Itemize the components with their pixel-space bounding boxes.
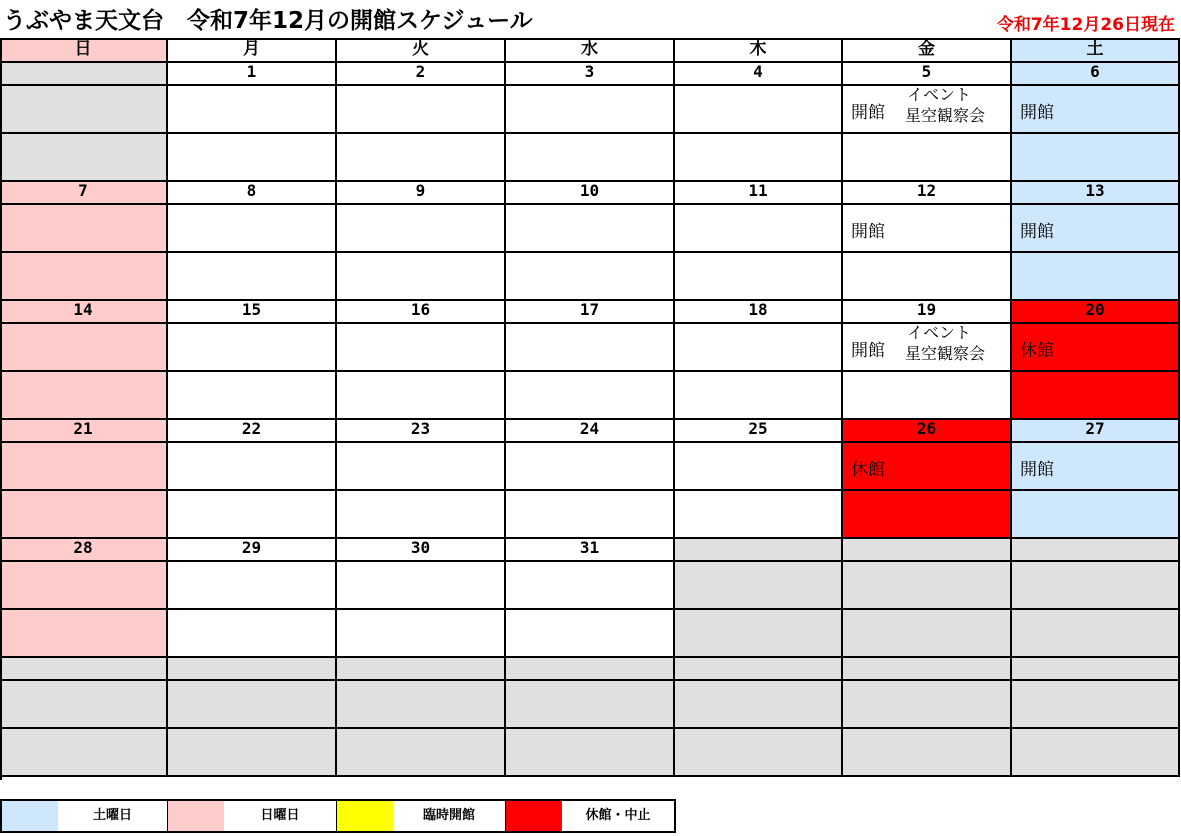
day-cell-week5-wed-row2	[506, 610, 675, 658]
day-cell-week1-sat-row2	[1012, 134, 1180, 182]
day-cell-week2-fri-row2	[843, 253, 1012, 301]
day-cell-week6-sun-row2	[0, 729, 168, 777]
day-cell-week6-fri-row1	[843, 681, 1012, 729]
date-number	[675, 658, 843, 681]
day-cell-week4-sat-row2	[1012, 491, 1180, 539]
event-line: イベント	[907, 85, 972, 104]
day-cell-week5-sun-row2	[0, 610, 168, 658]
day-cell-week1-sat-row1	[1012, 86, 1180, 134]
day-cell-week1-tue-row1	[337, 86, 506, 134]
event-line: 星空観察会	[905, 344, 986, 363]
date-number	[843, 658, 1012, 681]
day-cell-week3-tue-row1	[337, 324, 506, 372]
day-cell-week3-wed-row2	[506, 372, 675, 420]
day-cell-week2-sun-row1	[0, 205, 168, 253]
day-cell-week2-sun-row2	[0, 253, 168, 301]
date-number: 30	[337, 539, 506, 562]
status-label: 開館	[1020, 222, 1054, 242]
date-number: 21	[0, 420, 168, 443]
date-number	[168, 658, 337, 681]
day-cell-week4-fri-row1	[843, 443, 1012, 491]
event-line: 星空観察会	[905, 106, 986, 125]
day-cell-week1-wed-row1	[506, 86, 675, 134]
day-cell-week3-mon-row2	[168, 372, 337, 420]
date-number: 6	[1012, 63, 1180, 86]
day-cell-week1-sun-row2	[0, 134, 168, 182]
event-line: イベント	[907, 323, 972, 342]
day-cell-week2-sat-row2	[1012, 253, 1180, 301]
day-cell-week2-wed-row2	[506, 253, 675, 301]
day-cell-week1-fri-row2	[843, 134, 1012, 182]
day-cell-week4-thu-row1	[675, 443, 843, 491]
date-number: 3	[506, 63, 675, 86]
day-cell-week6-fri-row2	[843, 729, 1012, 777]
day-cell-week3-sun-row1	[0, 324, 168, 372]
day-cell-week5-fri-row2	[843, 610, 1012, 658]
date-number: 23	[337, 420, 506, 443]
legend-swatch	[168, 801, 224, 831]
day-cell-week4-sun-row1	[0, 443, 168, 491]
date-number: 22	[168, 420, 337, 443]
date-number	[843, 539, 1012, 562]
day-cell-week5-sun-row1	[0, 562, 168, 610]
day-cell-week4-mon-row2	[168, 491, 337, 539]
date-number: 9	[337, 182, 506, 205]
day-cell-week3-sat-row1	[1012, 324, 1180, 372]
day-cell-week3-fri-row2	[843, 372, 1012, 420]
day-cell-week4-sat-row1	[1012, 443, 1180, 491]
day-cell-week2-tue-row1	[337, 205, 506, 253]
status-label: 休館	[851, 460, 885, 480]
day-cell-week4-fri-row2	[843, 491, 1012, 539]
date-number	[0, 658, 168, 681]
weekday-header-thu: 木	[675, 38, 843, 63]
day-cell-week5-sat-row2	[1012, 610, 1180, 658]
day-cell-week5-thu-row2	[675, 610, 843, 658]
date-number: 4	[675, 63, 843, 86]
day-cell-week2-wed-row1	[506, 205, 675, 253]
day-cell-week5-tue-row1	[337, 562, 506, 610]
day-cell-week3-mon-row1	[168, 324, 337, 372]
date-number: 8	[168, 182, 337, 205]
day-cell-week1-sun-row1	[0, 86, 168, 134]
day-cell-week4-tue-row1	[337, 443, 506, 491]
date-number: 7	[0, 182, 168, 205]
day-cell-week2-thu-row2	[675, 253, 843, 301]
date-number: 15	[168, 301, 337, 324]
day-cell-week2-fri-row1	[843, 205, 1012, 253]
day-cell-week2-mon-row2	[168, 253, 337, 301]
date-number: 24	[506, 420, 675, 443]
day-cell-week6-thu-row2	[675, 729, 843, 777]
day-cell-week6-tue-row1	[337, 681, 506, 729]
date-number: 14	[0, 301, 168, 324]
day-cell-week1-thu-row1	[675, 86, 843, 134]
day-cell-week5-wed-row1	[506, 562, 675, 610]
date-number: 17	[506, 301, 675, 324]
schedule-calendar	[0, 38, 1181, 780]
date-number: 26	[843, 420, 1012, 443]
day-cell-week6-mon-row2	[168, 729, 337, 777]
status-label: 開館	[1020, 460, 1054, 480]
date-number: 1	[168, 63, 337, 86]
day-cell-week4-wed-row1	[506, 443, 675, 491]
date-number	[0, 63, 168, 86]
date-number: 31	[506, 539, 675, 562]
page-title: うぶやま天文台 令和7年12月の開館スケジュール	[3, 8, 533, 34]
day-cell-week1-mon-row1	[168, 86, 337, 134]
status-label: 休館	[1020, 341, 1054, 361]
date-number: 13	[1012, 182, 1180, 205]
event-label	[905, 322, 985, 364]
status-label: 開館	[851, 103, 885, 123]
legend-swatch	[2, 801, 58, 831]
date-number: 19	[843, 301, 1012, 324]
day-cell-week4-thu-row2	[675, 491, 843, 539]
weekday-header-sat: 土	[1012, 38, 1180, 63]
day-cell-week1-tue-row2	[337, 134, 506, 182]
day-cell-week2-tue-row2	[337, 253, 506, 301]
day-cell-week6-wed-row1	[506, 681, 675, 729]
event-label	[905, 84, 985, 126]
day-cell-week5-mon-row1	[168, 562, 337, 610]
day-cell-week4-sun-row2	[0, 491, 168, 539]
day-cell-week6-sun-row1	[0, 681, 168, 729]
status-label: 開館	[851, 222, 885, 242]
date-number: 5	[843, 63, 1012, 86]
date-number: 12	[843, 182, 1012, 205]
day-cell-week6-thu-row1	[675, 681, 843, 729]
date-number: 29	[168, 539, 337, 562]
day-cell-week3-thu-row1	[675, 324, 843, 372]
day-cell-week2-thu-row1	[675, 205, 843, 253]
day-cell-week6-sat-row2	[1012, 729, 1180, 777]
date-number: 10	[506, 182, 675, 205]
legend-item	[168, 799, 338, 833]
day-cell-week3-sun-row2	[0, 372, 168, 420]
as-of-date: 令和7年12月26日現在	[996, 15, 1175, 35]
legend-label: 休館・中止	[585, 808, 651, 823]
weekday-header-wed: 水	[506, 38, 675, 63]
day-cell-week4-tue-row2	[337, 491, 506, 539]
date-number: 16	[337, 301, 506, 324]
weekday-header-mon: 月	[168, 38, 337, 63]
day-cell-week3-fri-row1	[843, 324, 1012, 372]
date-number: 27	[1012, 420, 1180, 443]
day-cell-week3-thu-row2	[675, 372, 843, 420]
legend-item	[337, 799, 507, 833]
day-cell-week1-mon-row2	[168, 134, 337, 182]
day-cell-week6-tue-row2	[337, 729, 506, 777]
date-number	[675, 539, 843, 562]
legend-swatch	[337, 801, 393, 831]
legend-item	[0, 799, 169, 833]
weekday-header-tue: 火	[337, 38, 506, 63]
date-number: 20	[1012, 301, 1180, 324]
day-cell-week5-fri-row1	[843, 562, 1012, 610]
legend-label: 日曜日	[260, 808, 300, 823]
day-cell-week4-mon-row1	[168, 443, 337, 491]
date-number	[1012, 539, 1180, 562]
day-cell-week5-tue-row2	[337, 610, 506, 658]
date-number	[337, 658, 506, 681]
day-cell-week5-thu-row1	[675, 562, 843, 610]
day-cell-week2-mon-row1	[168, 205, 337, 253]
date-number: 25	[675, 420, 843, 443]
weekday-header-sun: 日	[0, 38, 168, 63]
day-cell-week4-wed-row2	[506, 491, 675, 539]
legend-item	[506, 799, 676, 833]
date-number	[506, 658, 675, 681]
date-number: 18	[675, 301, 843, 324]
day-cell-week6-sat-row1	[1012, 681, 1180, 729]
day-cell-week5-sat-row1	[1012, 562, 1180, 610]
legend-swatch	[506, 801, 562, 831]
status-label: 開館	[851, 341, 885, 361]
legend-label: 臨時開館	[422, 808, 475, 823]
day-cell-week3-tue-row2	[337, 372, 506, 420]
day-cell-week1-fri-row1	[843, 86, 1012, 134]
date-number: 2	[337, 63, 506, 86]
status-label: 開館	[1020, 103, 1054, 123]
day-cell-week1-thu-row2	[675, 134, 843, 182]
day-cell-week3-sat-row2	[1012, 372, 1180, 420]
weekday-header-fri: 金	[843, 38, 1012, 63]
date-number: 28	[0, 539, 168, 562]
day-cell-week5-mon-row2	[168, 610, 337, 658]
day-cell-week1-wed-row2	[506, 134, 675, 182]
day-cell-week3-wed-row1	[506, 324, 675, 372]
legend-label: 土曜日	[92, 808, 132, 823]
date-number: 11	[675, 182, 843, 205]
day-cell-week6-mon-row1	[168, 681, 337, 729]
day-cell-week2-sat-row1	[1012, 205, 1180, 253]
day-cell-week6-wed-row2	[506, 729, 675, 777]
date-number	[1012, 658, 1180, 681]
